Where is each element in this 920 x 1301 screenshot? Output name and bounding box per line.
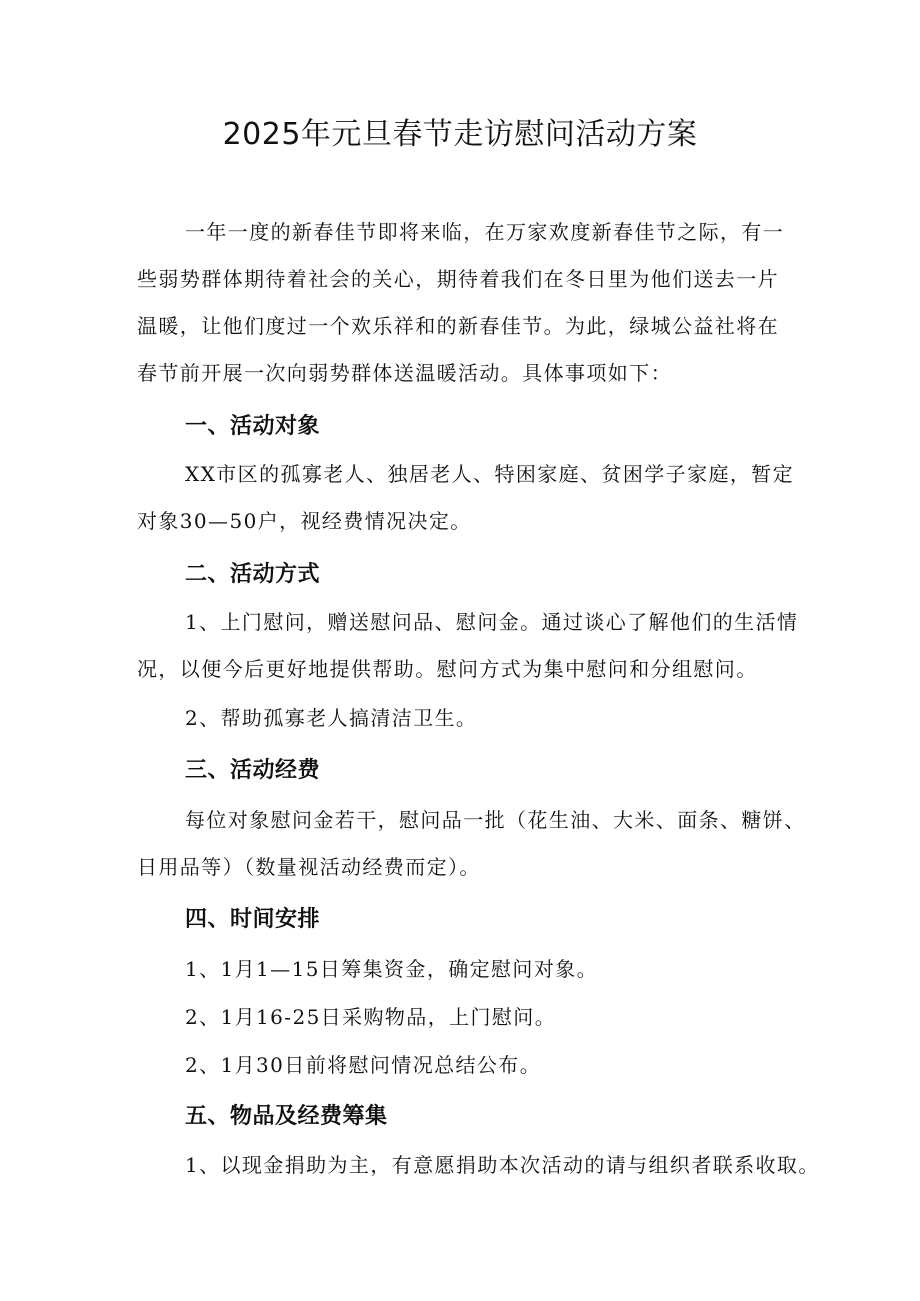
intro-line: 些弱势群体期待着社会的关心，期待着我们在冬日里为他们送去一片	[137, 267, 779, 291]
section-heading: 五、物品及经费筹集	[185, 1104, 388, 1129]
section-line: 1、上门慰问，赠送慰问品、慰问金。通过谈心了解他们的生活情	[185, 610, 799, 634]
section-heading: 一、活动对象	[185, 414, 321, 439]
section-heading: 二、活动方式	[185, 562, 321, 587]
section-line: XX市区的孤寡老人、独居老人、特困家庭、贫困学子家庭，暂定	[185, 462, 795, 486]
section-line: 2、帮助孤寡老人搞清洁卫生。	[185, 706, 478, 730]
intro-line: 春节前开展一次向弱势群体送温暖活动。具体事项如下：	[137, 361, 672, 385]
section-line: 况，以便今后更好地提供帮助。慰问方式为集中慰问和分组慰问。	[137, 657, 758, 681]
section-line: 1、1月1—15日筹集资金，确定慰问对象。	[185, 957, 599, 981]
section-line: 2、1月30日前将慰问情况总结公布。	[185, 1053, 542, 1077]
section-heading: 三、活动经费	[185, 758, 321, 783]
intro-line: 一年一度的新春佳节即将来临，在万家欢度新春佳节之际，有一	[185, 220, 785, 244]
section-line: 1、以现金捐助为主，有意愿捐助本次活动的请与组织者联系收取。	[185, 1153, 820, 1177]
section-line: 对象30—50户，视经费情况决定。	[137, 509, 472, 533]
document-title: 2025年元旦春节走访慰问活动方案	[222, 117, 698, 152]
section-heading: 四、时间安排	[185, 907, 321, 932]
section-line: 日用品等）（数量视活动经费而定）。	[137, 855, 481, 879]
section-line: 每位对象慰问金若干，慰问品一批（花生油、大米、面条、糖饼、	[185, 808, 806, 832]
section-line: 2、1月16-25日采购物品，上门慰问。	[185, 1005, 557, 1029]
intro-line: 温暖，让他们度过一个欢乐祥和的新春佳节。为此，绿城公益社将在	[137, 314, 779, 338]
